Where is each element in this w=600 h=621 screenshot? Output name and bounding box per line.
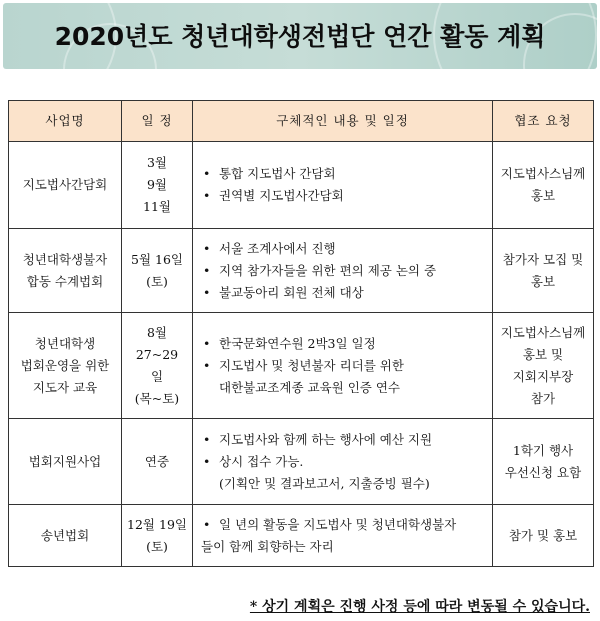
request-cell: [493, 229, 594, 313]
schedule-cell: [122, 229, 193, 313]
program-name: 지도자 교육: [32, 379, 98, 395]
schedule-text: 일: [150, 368, 164, 384]
request-text: 지도법사스님께: [500, 324, 586, 340]
schedule-cell: [122, 419, 193, 505]
request-text: 지도법사스님께: [500, 166, 586, 181]
schedule-text: 11월: [143, 199, 171, 214]
request-cell: [493, 419, 594, 505]
table-row: [9, 313, 594, 419]
footnote: * 상기 계획은 진행 사정 등에 따라 변동될 수 있습니다.: [249, 599, 590, 615]
program-name-cell: [9, 313, 122, 419]
request-text: 홍보: [530, 273, 556, 289]
request-text: 우선신청 요함: [504, 464, 582, 480]
request-text: 지회지부장: [512, 368, 574, 384]
schedule-cell: [122, 142, 193, 229]
table-row: [9, 419, 594, 505]
request-cell: [493, 142, 594, 229]
request-cell: [493, 313, 594, 419]
schedule-cell: [122, 505, 193, 567]
details-cell: [193, 505, 493, 567]
request-text: 1학기 행사: [512, 442, 574, 458]
header-cell: 협조 요청: [493, 101, 594, 142]
schedule-cell: [122, 313, 193, 419]
details-continuation: 들이 함께 회향하는 자리: [201, 538, 334, 554]
list-item: • 서울 조계사에서 진행: [219, 238, 488, 260]
details-cell: [193, 229, 493, 313]
program-name-cell: [9, 505, 122, 567]
schedule-text: (토): [146, 538, 168, 554]
details-cell: [193, 313, 493, 419]
details-list: [197, 163, 488, 207]
header-cell: 일 정: [122, 101, 193, 142]
list-item: • 상시 접수 가능.: [219, 451, 488, 473]
details-continuation: 대한불교조계종 교육원 인증 연수: [219, 379, 400, 395]
plan-table: [8, 100, 594, 567]
list-item: • 통합 지도법사 간담회: [219, 163, 488, 185]
program-name-cell: [9, 142, 122, 229]
page-title: 2020년도 청년대학생전법단 연간 활동 계획: [54, 22, 546, 51]
details-cell: [193, 142, 493, 229]
list-item: • 지도법사 및 청년불자 리더를 위한: [219, 355, 488, 377]
program-name-cell: [9, 229, 122, 313]
header-cell: 사업명: [9, 101, 122, 142]
request-text: 홍보: [530, 188, 556, 203]
program-name: 청년대학생: [34, 335, 96, 351]
table-row: [9, 505, 594, 567]
list-item: • 지역 참가자들을 위한 편의 제공 논의 중: [219, 260, 488, 282]
program-name: 합동 수계법회: [26, 273, 104, 289]
request-text: 참가: [530, 390, 556, 406]
list-item: • 권역별 지도법사간담회: [219, 185, 488, 207]
details-cell: [193, 419, 493, 505]
list-item: • 지도법사와 함께 하는 행사에 예산 지원: [219, 429, 488, 451]
request-text: 홍보 및: [522, 346, 564, 362]
program-name: 지도법사간담회: [22, 177, 108, 192]
list-item: • 한국문화연수원 2박3일 일정: [219, 333, 488, 355]
program-name: 청년대학생불자: [22, 251, 108, 267]
schedule-text: 9월: [146, 177, 168, 192]
schedule-text: 연중: [144, 453, 170, 469]
list-item: • 불교동아리 회원 전체 대상: [219, 282, 488, 304]
details-continuation: (기획안 및 결과보고서, 지출증빙 필수): [219, 475, 430, 491]
details-list: [197, 514, 488, 536]
schedule-text: 5월 16일: [131, 251, 183, 267]
table-row: [9, 229, 594, 313]
program-name: 송년법회: [40, 527, 90, 543]
schedule-text: (토): [146, 273, 168, 289]
list-item: • 일 년의 활동을 지도법사 및 청년대학생불자: [219, 514, 488, 536]
schedule-text: 12월 19일: [127, 516, 187, 532]
details-list: [197, 333, 488, 377]
program-name-cell: [9, 419, 122, 505]
header-cell: 구체적인 내용 및 일정: [193, 101, 493, 142]
request-text: 참가자 모집 및: [502, 251, 584, 267]
program-name: 법회지원사업: [28, 453, 102, 469]
details-list: [197, 238, 488, 304]
schedule-text: 8월27~29: [135, 324, 179, 362]
program-name: 법회운영을 위한: [20, 357, 110, 373]
request-cell: [493, 505, 594, 567]
details-list: [197, 429, 488, 473]
request-text: 참가 및 홍보: [508, 527, 578, 543]
table-row: [9, 142, 594, 229]
title-banner: [3, 3, 597, 69]
schedule-text: 3월: [146, 155, 168, 170]
table-header-row: [9, 101, 594, 142]
schedule-text: (목~토): [134, 390, 180, 406]
